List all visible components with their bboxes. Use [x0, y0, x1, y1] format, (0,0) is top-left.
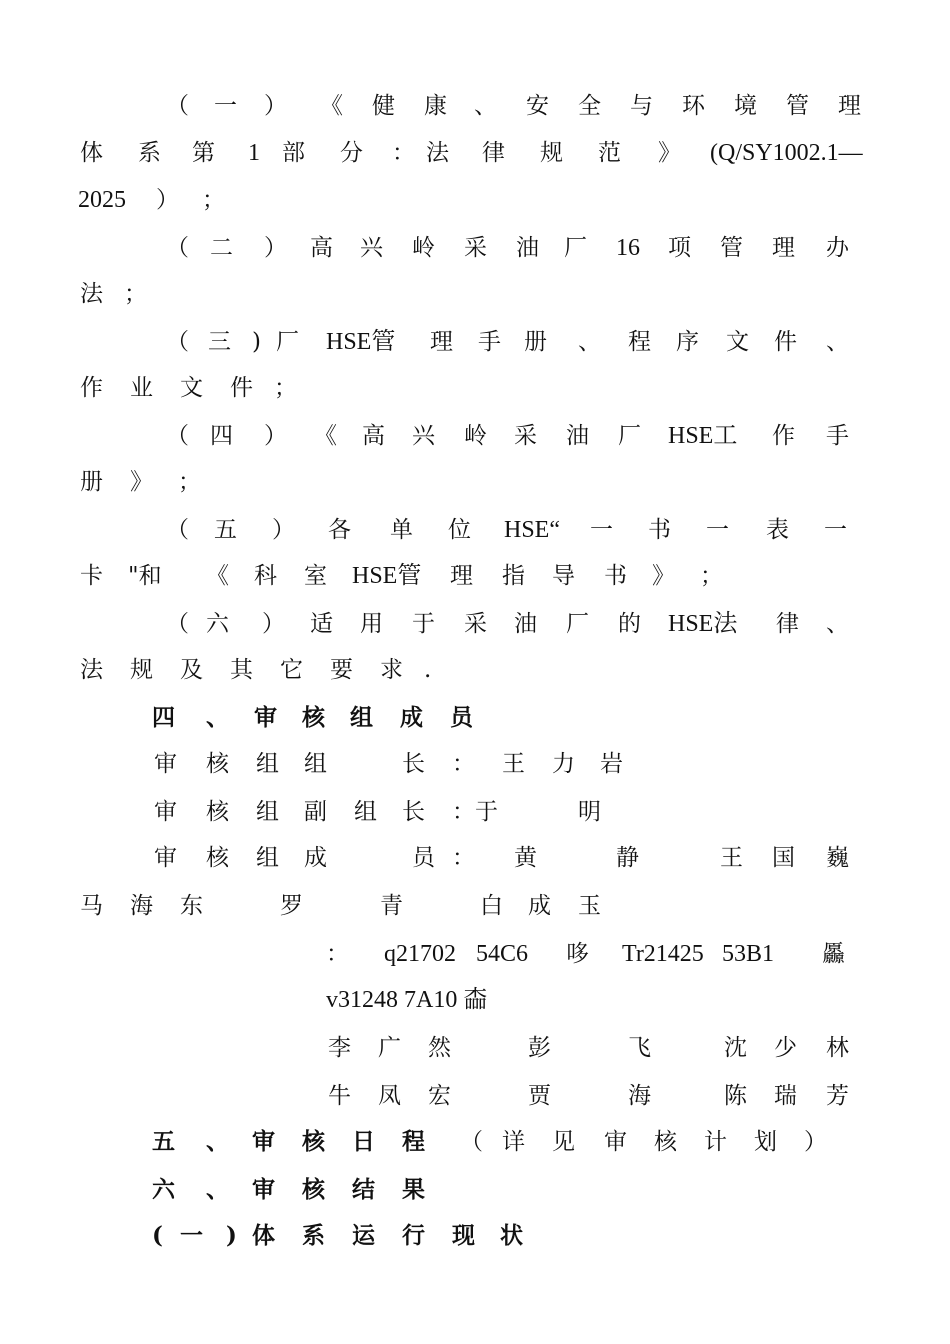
text-token: 五 [214, 517, 237, 543]
text-token: 1 [248, 140, 260, 166]
text-token: 二 [210, 235, 233, 261]
text-token: ： [452, 845, 475, 871]
text-token: 它 [280, 657, 303, 683]
text-token: ； [178, 469, 201, 495]
text-token: 、 [474, 93, 497, 119]
text-token: 境 [734, 93, 757, 119]
text-token: 油 [566, 423, 589, 449]
text-token: 王 [502, 751, 525, 777]
text-token: 瑞 [774, 1083, 797, 1109]
text-token: 明 [578, 799, 601, 825]
text-token: 林 [826, 1035, 849, 1061]
text-token: 员 [450, 704, 473, 731]
text-token: 审 [604, 1129, 627, 1155]
text-token: ） [804, 1129, 827, 1155]
text-token: v31248 7A10 楍 [326, 987, 488, 1013]
text-token: 计 [704, 1129, 727, 1155]
text-token: 岭 [464, 423, 487, 449]
text-token: 规 [130, 657, 153, 683]
text-token: ） [264, 93, 287, 119]
text-token: 53B1 [722, 941, 775, 967]
text-token: 海 [628, 1083, 651, 1109]
text-token: （ [166, 517, 189, 543]
text-token: 适 [310, 611, 333, 637]
text-token: （ [166, 235, 189, 261]
text-token: Tr21425 [622, 941, 704, 967]
text-token: 第 [192, 140, 215, 166]
text-token: 组 [256, 845, 279, 871]
text-token: 东 [180, 893, 203, 919]
text-token: 三 [208, 329, 231, 355]
text-token: ：于 [452, 799, 498, 825]
text-token: 理 [430, 329, 453, 355]
text-token: 程 [628, 329, 651, 355]
text-token: 件 [774, 329, 797, 355]
text-token: 54C6 [476, 941, 529, 967]
text-token: 体 [252, 1222, 275, 1249]
text-token: 白 [480, 893, 503, 919]
text-token: HSE“ [504, 517, 560, 543]
text-token: ： [392, 140, 415, 166]
text-token: 理 [450, 563, 473, 589]
text-token: 国 [772, 845, 795, 871]
text-token: 分 [340, 140, 363, 166]
text-token: 手 [826, 423, 849, 449]
text-token: ） [262, 611, 285, 637]
text-token: 健 [372, 93, 395, 119]
text-token: （ [460, 1129, 483, 1155]
text-token: 的 [618, 611, 641, 637]
text-token: 文 [726, 329, 749, 355]
text-token: 采 [464, 611, 487, 637]
text-token: 《 [206, 563, 229, 589]
text-token: 体 [80, 140, 103, 166]
text-token: 宏 [428, 1083, 451, 1109]
text-token: 与 [630, 93, 653, 119]
text-token: 审 [154, 845, 177, 871]
text-token: 核 [206, 751, 229, 777]
text-token: 审 [154, 799, 177, 825]
text-token: 六 [206, 611, 229, 637]
text-token: ( [152, 1222, 163, 1249]
text-token: 厵 [822, 941, 845, 967]
text-token: 理 [838, 93, 861, 119]
text-token: 、 [578, 329, 601, 355]
text-token: 广 [378, 1035, 401, 1061]
text-token: 法 [80, 281, 103, 307]
text-token: 油 [514, 611, 537, 637]
text-token: 《 [320, 93, 343, 119]
text-token: 划 [754, 1129, 777, 1155]
text-token: 采 [514, 423, 537, 449]
text-token: 件 [230, 375, 253, 401]
text-token: ) [226, 1222, 237, 1249]
text-token: （ [166, 423, 189, 449]
text-token: 管 [720, 235, 743, 261]
text-token: 一 [706, 517, 729, 543]
text-token: 文 [180, 375, 203, 401]
text-token: 详 [502, 1129, 525, 1155]
text-token: 法 [426, 140, 449, 166]
text-token: 册 [524, 329, 547, 355]
text-token: 王 [720, 845, 743, 871]
text-token: . [424, 657, 432, 683]
text-token: 、 [206, 1176, 229, 1203]
text-token: HSE法 [668, 611, 738, 637]
text-token: （ [166, 329, 189, 355]
text-token: 核 [654, 1129, 677, 1155]
text-token: 、 [206, 704, 229, 731]
text-token: （ [166, 611, 189, 637]
text-token: 环 [682, 93, 705, 119]
text-token: 律 [482, 140, 505, 166]
text-token: 室 [304, 563, 327, 589]
text-token: 静 [616, 845, 639, 871]
text-token: 单 [390, 517, 413, 543]
text-token: 一 [590, 517, 613, 543]
text-token: ： [326, 941, 349, 967]
text-token: 沈 [724, 1035, 747, 1061]
text-token: 海 [130, 893, 153, 919]
text-token: 导 [552, 563, 575, 589]
text-token: 部 [282, 140, 305, 166]
text-token: 求 [380, 657, 403, 683]
text-token: ； [700, 563, 723, 589]
text-token: 黄 [514, 845, 537, 871]
text-token: 表 [766, 517, 789, 543]
text-token: 见 [552, 1129, 575, 1155]
text-token: ： [452, 751, 475, 777]
text-token: 行 [402, 1222, 425, 1249]
text-token: 厂 [564, 235, 587, 261]
text-token: ； [202, 187, 225, 213]
text-token: 作 [772, 423, 795, 449]
text-token: 岭 [412, 235, 435, 261]
text-token: 李 [328, 1035, 351, 1061]
text-token: 厂 [276, 329, 299, 355]
text-token: 管 [786, 93, 809, 119]
text-token: 系 [302, 1222, 325, 1249]
text-token: 厂 [618, 423, 641, 449]
text-token: 律 [776, 611, 799, 637]
text-token: 少 [774, 1035, 797, 1061]
text-token: 、 [826, 611, 849, 637]
text-token: 陈 [724, 1083, 747, 1109]
text-token: 五 [152, 1128, 175, 1155]
text-token: 指 [502, 563, 525, 589]
text-token: 科 [254, 563, 277, 589]
text-token: 岩 [600, 751, 623, 777]
text-token: 采 [464, 235, 487, 261]
text-token: 位 [448, 517, 471, 543]
text-token: 组 [256, 751, 279, 777]
text-token: 高 [310, 235, 333, 261]
text-token: 、 [826, 329, 849, 355]
text-token: 芳 [826, 1083, 849, 1109]
text-token: 其 [230, 657, 253, 683]
text-token: 罗 [280, 893, 303, 919]
text-token: 各 [328, 517, 351, 543]
text-token: 组 [256, 799, 279, 825]
text-token: ） [264, 423, 287, 449]
text-token: 员 [412, 845, 435, 871]
text-token: 要 [330, 657, 353, 683]
text-token: 审 [254, 704, 277, 731]
text-token: 作 [80, 375, 103, 401]
text-token: 果 [402, 1176, 425, 1203]
text-token: 一 [180, 1222, 203, 1249]
text-token: 副 [304, 799, 327, 825]
text-token: 然 [428, 1035, 451, 1061]
text-token: 程 [402, 1128, 425, 1155]
text-token: 理 [772, 235, 795, 261]
text-token: 六 [152, 1176, 175, 1203]
text-token: ； [274, 375, 297, 401]
text-token: 法 [80, 657, 103, 683]
text-token: 核 [206, 845, 229, 871]
text-token: 长 [402, 799, 425, 825]
text-token: 审 [252, 1128, 275, 1155]
text-token: ； [124, 281, 147, 307]
text-token: 及 [180, 657, 203, 683]
text-token: 核 [302, 1176, 325, 1203]
text-token: 哆 [566, 941, 589, 967]
text-token: 彭 [528, 1035, 551, 1061]
text-token: 兴 [360, 235, 383, 261]
text-token: 《 [314, 423, 337, 449]
text-token: 核 [206, 799, 229, 825]
text-token: 一 [824, 517, 847, 543]
text-token: 范 [598, 140, 621, 166]
text-token: 序 [676, 329, 699, 355]
text-token: 业 [130, 375, 153, 401]
text-token: 成 [528, 893, 551, 919]
text-token: 四 [210, 423, 233, 449]
text-token: （ [166, 93, 189, 119]
text-token: ） [264, 235, 287, 261]
text-token: 成 [304, 845, 327, 871]
text-token: 系 [138, 140, 161, 166]
text-token: 卡 [80, 563, 103, 589]
text-token: 一 [214, 93, 237, 119]
text-token: 青 [380, 893, 403, 919]
text-token: ) [252, 329, 261, 355]
text-token: 全 [578, 93, 601, 119]
text-token: 牛 [328, 1083, 351, 1109]
text-token: 于 [412, 611, 435, 637]
text-token: 手 [478, 329, 501, 355]
text-token: 项 [668, 235, 691, 261]
text-token: 日 [352, 1128, 375, 1155]
text-token: 用 [360, 611, 383, 637]
text-token: 厂 [566, 611, 589, 637]
text-token: 状 [500, 1222, 523, 1249]
text-token: 》 [652, 563, 675, 589]
text-token: 册 [80, 469, 103, 495]
text-token: 玉 [578, 893, 601, 919]
text-token: 》 [658, 140, 681, 166]
text-token: ） [156, 187, 179, 213]
text-token: 飞 [628, 1035, 651, 1061]
text-token: 组 [304, 751, 327, 777]
text-token: 核 [302, 1128, 325, 1155]
text-token: HSE工 [668, 423, 738, 449]
text-token: 马 [80, 893, 103, 919]
text-token: 、 [206, 1128, 229, 1155]
text-token: 长 [402, 751, 425, 777]
text-token: 贾 [528, 1083, 551, 1109]
text-token: q21702 [384, 941, 456, 967]
text-token: 审 [154, 751, 177, 777]
text-token: 》 [130, 469, 153, 495]
text-token: 2025 [78, 187, 126, 213]
text-token: HSE管 [352, 563, 422, 589]
text-token: "和 [128, 563, 162, 589]
text-token: 四 [152, 704, 175, 731]
text-token: (Q/SY1002.1— [710, 140, 863, 166]
text-token: 成 [400, 704, 423, 731]
text-token: 力 [552, 751, 575, 777]
text-token: 书 [604, 563, 627, 589]
text-token: HSE管 [326, 329, 396, 355]
text-token: 兴 [412, 423, 435, 449]
text-token: 康 [424, 93, 447, 119]
text-token: 巍 [826, 845, 849, 871]
text-token: 现 [452, 1222, 475, 1249]
text-token: 运 [352, 1222, 375, 1249]
text-token: 高 [362, 423, 385, 449]
text-token: 油 [516, 235, 539, 261]
text-token: ） [272, 517, 295, 543]
text-token: 规 [540, 140, 563, 166]
text-token: 16 [616, 235, 640, 261]
text-token: 书 [648, 517, 671, 543]
text-token: 办 [826, 235, 849, 261]
text-token: 审 [252, 1176, 275, 1203]
text-token: 凤 [378, 1083, 401, 1109]
text-token: 核 [302, 704, 325, 731]
text-token: 组 [350, 704, 373, 731]
text-token: 安 [526, 93, 549, 119]
text-token: 结 [352, 1176, 375, 1203]
text-token: 组 [354, 799, 377, 825]
